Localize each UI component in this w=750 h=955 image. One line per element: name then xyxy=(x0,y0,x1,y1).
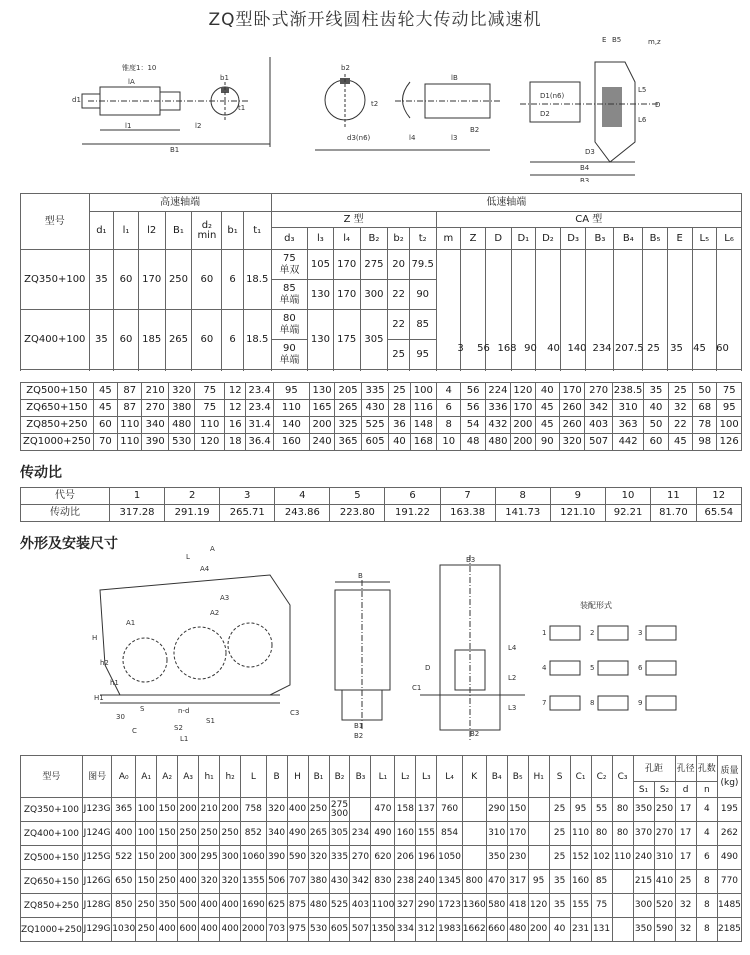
svg-text:h2: h2 xyxy=(100,659,109,667)
assembly-forms-drawing: 装配形式 1 2 3 4 5 6 7 8 9 xyxy=(540,600,690,731)
svg-text:B2: B2 xyxy=(470,730,480,738)
side-view-drawing xyxy=(60,545,310,745)
table-row: ZQ650+150 J126G 650 150 250 400 320 320 1355 506 707 380 430 342 830 238 240 1345 800 470 317 95 35 160 85 215 410 25 8 770 xyxy=(21,870,742,894)
svg-text:m,z: m,z xyxy=(648,38,661,46)
svg-text:S1: S1 xyxy=(206,717,215,725)
svg-text:C3: C3 xyxy=(290,709,300,717)
svg-text:H1: H1 xyxy=(94,694,104,702)
svg-text:D1(n6): D1(n6) xyxy=(540,92,565,100)
svg-text:A: A xyxy=(210,545,215,553)
table-row: ZQ1000+250 70 110 390 530 120 18 36.4 160 240 365 605 40 168 10 48 480 200 90 320 507 442 60 45 98 126 xyxy=(21,434,742,451)
outline-dimensions-table: 型号 图号 A₀ A₁ A₂ A₃ h₁ h₂ L B H B₁ B₂ B₃ L₁ L₂ L₃ L₄ K B₄ B₅ H₁ S C₁ C₂ C₃ 孔距 孔径 孔数 质量 (kg) S₁ S₂ d n ZQ350+100 J123G 365 100 150 200 210 200 758 320 400 250 275 300 470 158 137 760 290 150 25 95 55 80 350 250 17 4 195 ZQ400+100 J124G 400 100 150 250 250 250 852 340 490 265 305 234 490 160 155 854 310 170 25 110 80 80 370 270 17 4 262 ZQ500+150 J125G 522 150 200 300 295 300 1060 390 590 320 335 270 620 206 196 1050 350 230 25 152 102 110 240 310 17 6 490 ZQ650+150 J126G 650 150 250 400 320 320 1355 506 707 380 430 342 830 238 240 1345 800 470 317 95 35 160 85 215 410 25 8 770 ZQ850+250 J128G 850 250 350 500 400 400 1690 625 875 480 525 403 1100 327 290 1723 1360 580 418 120 35 155 75 300 520 32 8 1485 ZQ1000+250 J129G 1030 250 400 600 400 400 2000 703 975 530 605 507 1350 334 312 1983 1662 660 480 200 40 231 131 350 590 32 8 2185 xyxy=(20,755,742,942)
svg-text:B: B xyxy=(358,572,363,580)
shaft-dimensions-table: 型号 高速轴端 低速轴端 d₁ l₁ l2 B₁ d₂ min b₁ t₁ Z 型 CA 型 d₃ l₃ l₄ B₂ b₂ t₂ m Z D D₁ D₂ D₃ B₃ B₄ B₅ E L₅ L₆ ZQ350+100 35 60 170 250 60 6 18.5 75 单双 105 170 275 20 79.5 85 单端 130 170 300 22 90 ZQ400+100 35 60 185 265 60 6 18.5 80 单端 130 175 305 22 85 90 单端 25 95 xyxy=(20,193,742,370)
svg-text:d3(n6): d3(n6) xyxy=(347,134,371,142)
svg-text:B1: B1 xyxy=(170,146,180,154)
table-row: 传动比 317.28 291.19 265.71 243.86 223.80 191.22 163.38 141.73 121.10 92.21 81.70 65.54 xyxy=(21,505,742,522)
svg-text:d1: d1 xyxy=(72,96,81,104)
table-row: ZQ850+250 60 110 340 480 110 16 31.4 140 200 325 525 36 148 8 54 432 200 45 260 403 363 50 22 78 100 xyxy=(21,417,742,434)
svg-text:l1: l1 xyxy=(125,122,132,130)
front-view-drawing xyxy=(320,570,410,740)
svg-text:8: 8 xyxy=(590,699,595,707)
svg-text:D3: D3 xyxy=(585,148,595,156)
svg-text:S: S xyxy=(140,705,145,713)
table-row: ZQ400+100 J124G 400 100 150 250 250 250 852 340 490 265 305 234 490 160 155 854 310 170 25 110 80 80 370 270 17 4 262 xyxy=(21,822,742,846)
svg-text:C: C xyxy=(132,727,137,735)
svg-text:H: H xyxy=(92,634,98,642)
table-row: ZQ350+100 J123G 365 100 150 200 210 200 758 320 400 250 275 300 470 158 137 760 290 150 25 95 55 80 350 250 17 4 195 xyxy=(21,798,742,822)
svg-text:E: E xyxy=(602,36,607,44)
svg-text:A4: A4 xyxy=(200,565,210,573)
col-model: 型号 xyxy=(21,194,90,250)
svg-text:b1: b1 xyxy=(220,74,229,82)
svg-text:锥度1：10: 锥度1：10 xyxy=(122,64,157,72)
svg-text:1: 1 xyxy=(542,629,547,637)
zq400-ca-values: 3 56 168 90 40 140 234 207.5 25 35 45 60 xyxy=(457,343,729,354)
page-title: ZQ型卧式渐开线圆柱齿轮大传动比减速机 xyxy=(208,10,542,30)
top-view-drawing xyxy=(410,550,535,745)
svg-text:3: 3 xyxy=(638,629,643,637)
svg-text:5: 5 xyxy=(590,664,595,672)
svg-text:b2: b2 xyxy=(341,64,350,72)
svg-text:L1: L1 xyxy=(180,735,189,743)
svg-text:2: 2 xyxy=(590,629,595,637)
svg-text:B5: B5 xyxy=(612,36,622,44)
svg-text:h1: h1 xyxy=(110,679,119,687)
svg-text:D: D xyxy=(655,101,661,109)
svg-text:B1: B1 xyxy=(354,722,364,730)
svg-text:L3: L3 xyxy=(508,704,517,712)
svg-text:30: 30 xyxy=(116,713,125,721)
svg-text:B4: B4 xyxy=(580,164,590,172)
svg-text:t1: t1 xyxy=(238,104,246,112)
svg-text:C1: C1 xyxy=(412,684,422,692)
svg-text:6: 6 xyxy=(638,664,643,672)
svg-text:B3: B3 xyxy=(466,556,476,564)
ratio-table xyxy=(20,487,742,522)
svg-text:L2: L2 xyxy=(508,674,517,682)
table-row: ZQ500+150 J125G 522 150 200 300 295 300 1060 390 590 320 335 270 620 206 196 1050 350 230 25 152 102 110 240 310 17 6 490 xyxy=(21,846,742,870)
svg-text:L: L xyxy=(186,553,190,561)
svg-text:A1: A1 xyxy=(126,619,136,627)
svg-text:lB: lB xyxy=(451,74,458,82)
svg-text:lA: lA xyxy=(128,78,135,86)
svg-text:9: 9 xyxy=(638,699,643,707)
svg-text:B3: B3 xyxy=(580,177,590,182)
table-row: ZQ850+250 J128G 850 250 350 500 400 400 1690 625 875 480 525 403 1100 327 290 1723 1360 580 418 120 35 155 75 300 520 32 8 1485 xyxy=(21,894,742,918)
svg-text:l2: l2 xyxy=(195,122,202,130)
svg-text:A2: A2 xyxy=(210,609,220,617)
svg-text:D2: D2 xyxy=(540,110,550,118)
svg-text:l4: l4 xyxy=(409,134,416,142)
svg-text:4: 4 xyxy=(542,664,547,672)
low-speed-shaft-z-drawing xyxy=(285,52,505,162)
svg-text:B2: B2 xyxy=(470,126,480,134)
svg-text:L5: L5 xyxy=(638,86,647,94)
low-speed-shaft-ca-drawing xyxy=(510,32,675,182)
table-row: ZQ650+150 45 87 270 380 75 12 23.4 110 165 265 430 28 116 6 56 336 170 45 260 342 310 40 32 68 95 xyxy=(21,400,742,417)
svg-text:7: 7 xyxy=(542,699,547,707)
shaft-dimensions-table-rows xyxy=(20,382,742,451)
svg-text:t2: t2 xyxy=(371,100,379,108)
table-row: 代号 1 2 3 4 5 6 7 8 9 10 11 12 xyxy=(21,488,742,505)
table-row: ZQ500+150 45 87 210 320 75 12 23.4 95 130 205 335 25 100 4 56 224 120 40 170 270 238.5 35 25 50 75 xyxy=(21,383,742,400)
svg-text:n-d: n-d xyxy=(178,707,190,715)
svg-text:B2: B2 xyxy=(354,732,364,740)
svg-text:L6: L6 xyxy=(638,116,647,124)
svg-text:l3: l3 xyxy=(451,134,458,142)
svg-text:D: D xyxy=(425,664,431,672)
outline-heading: 外形及安装尺寸 xyxy=(20,536,118,552)
svg-text:S2: S2 xyxy=(174,724,183,732)
ratio-heading: 传动比 xyxy=(20,465,62,481)
svg-text:L4: L4 xyxy=(508,644,517,652)
table-row: ZQ1000+250 J129G 1030 250 400 600 400 400 2000 703 975 530 605 507 1350 334 312 1983 1662 660 480 200 40 231 131 350 590 32 8 2185 xyxy=(21,918,742,942)
high-speed-shaft-drawing xyxy=(70,52,275,157)
svg-text:A3: A3 xyxy=(220,594,230,602)
